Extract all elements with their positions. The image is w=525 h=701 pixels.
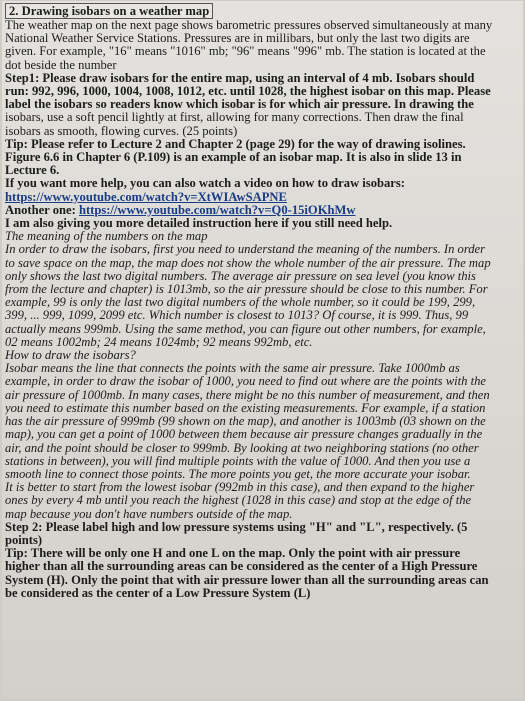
- tip1-line: Figure 6.6 in Chapter 6 (P.109) is an example of an isobar map. It is also in slide 13 in: [5, 151, 462, 165]
- step2-paragraph: [5, 521, 520, 547]
- meaning-line: 399, ... 999, 1099, 2099 etc. Which number is closest to 1013? Of course, it is 999. Thus, 99: [5, 309, 469, 323]
- step1-paragraph: [5, 72, 520, 138]
- intro-line: The weather map on the next page shows barometric pressures observed simultaneously at many: [5, 19, 493, 32]
- how-line: smooth line to connect those points. The more points you get, the more accurate your isobar.: [5, 467, 471, 481]
- video-link-1[interactable]: https://www.youtube.com/watch?v=XtWIAwSAPNE: [5, 190, 287, 204]
- intro-paragraph: [5, 19, 520, 72]
- how-line: map because you don't have numbers outside of the map.: [5, 507, 293, 521]
- step1-line: isobars as smooth, flowing curves. (25 points): [5, 124, 238, 138]
- step1-line: run: 992, 996, 1000, 1004, 1008, 1012, etc. until 1028, the highest isobar on this map. Please: [5, 85, 491, 99]
- intro-line: given. For example, "16" means "1016" mb; "96" means "996" mb. The station is located at the: [5, 45, 486, 59]
- how-line: It is better to start from the lowest isobar (992mb in this case), and then expand to the higher: [5, 481, 475, 495]
- meaning-section: [5, 230, 520, 349]
- tip2-line: be considered as the center of a Low Pressure System (L): [5, 586, 311, 600]
- how-line: has the air pressure of 999mb (99 shown on the map), and another is 1003mb (03 shown on the: [5, 415, 486, 429]
- intro-line: National Weather Service Stations. Pressures are in millibars, but only the last two digits are: [5, 32, 470, 46]
- tip2-line: System (H). Only the point that with air pressure lower than all the surrounding areas can: [5, 573, 489, 587]
- how-line: air, and the point should be closer to 999mb. By looking at two neighboring stations (no other: [5, 441, 479, 455]
- tip2-paragraph: [5, 547, 520, 600]
- video-help-line: If you want more help, you can also watch a video on how to draw isobars:: [5, 177, 405, 191]
- meaning-line: In order to draw the isobars, first you need to understand the meaning of the numbers. In order: [5, 243, 486, 257]
- document-page: [2, 1, 523, 699]
- meaning-line: from the lecture and chapter) is 1013mb, so the air pressure should be close to this number. For: [5, 283, 488, 297]
- how-line: map), you can get a point of 1000 between them because air pressure changes gradually in the: [5, 428, 483, 442]
- meaning-line: 02 means 1002mb; 24 means 1024mb; 92 means 992mb, etc.: [5, 335, 313, 349]
- how-line: you need to estimate this number based on the existing measurements. For example, if a station: [5, 401, 486, 415]
- how-section: [5, 349, 520, 521]
- how-heading: How to draw the isobars?: [5, 349, 136, 363]
- step1-line: isobars, use a soft pencil lightly at first, allowing for many corrections. Then draw the final: [5, 111, 464, 125]
- tip1-line: Lecture 6.: [5, 164, 60, 178]
- how-line: stations in between), you will find multiple points with the value of 1000. And then you use a: [5, 454, 471, 468]
- section-heading: 2. Drawing isobars on a weather map: [5, 3, 213, 19]
- how-line: Isobar means the line that connects the points with the same air pressure. Take 1000mb as: [5, 362, 460, 376]
- tip2-line: Tip: There will be only one H and one L on the map. Only the point with air pressure: [5, 547, 461, 561]
- meaning-line: actually means 999mb. Using the same method, you can figure out other numbers, for example,: [5, 322, 486, 336]
- step1-line: label the isobars so readers know which isobar is for which air pressure. In drawing the: [5, 98, 474, 112]
- meaning-heading: The meaning of the numbers on the map: [5, 230, 208, 244]
- tip2-line: higher than all the surrounding areas can be considered as the center of a High Pressure: [5, 560, 478, 574]
- detail-line: I am also giving you more detailed instruction here if you still need help.: [5, 217, 393, 231]
- another-label: Another one:: [5, 203, 79, 217]
- step2-line: points): [5, 533, 43, 547]
- meaning-line: to save space on the map, the map does not show the whole number of the air pressure. The map: [5, 256, 491, 270]
- intro-line: dot beside the number: [5, 58, 117, 72]
- how-line: ones by every 4 mb until you reach the highest (1028 in this case) and stop at the edge of the: [5, 494, 472, 508]
- section-heading-line: [5, 3, 520, 19]
- meaning-line: only shows the last two digital numbers. The average air pressure on sea level (you know this: [5, 269, 476, 283]
- tip1-paragraph: [5, 138, 520, 178]
- how-line: example, in order to draw the isobar of 1000, you need to find out where are the points with the: [5, 375, 486, 389]
- meaning-line: example, 99 is only the last two digital numbers of the whole number, so it could be 199, 299,: [5, 296, 476, 310]
- tip1-line: Tip: Please refer to Lecture 2 and Chapter 2 (page 29) for the way of drawing isolines.: [5, 137, 466, 151]
- video-link-2[interactable]: https://www.youtube.com/watch?v=Q0-15iOKhMw: [78, 203, 356, 217]
- how-line: air pressure of 1000mb. In many cases, there might be no this number of measurement, and then: [5, 388, 490, 402]
- step2-line: Step 2: Please label high and low pressure systems using "H" and "L", respectively. (5: [5, 520, 468, 534]
- step1-line: Step1: Please draw isobars for the entire map, using an interval of 4 mb. Isobars should: [5, 71, 475, 85]
